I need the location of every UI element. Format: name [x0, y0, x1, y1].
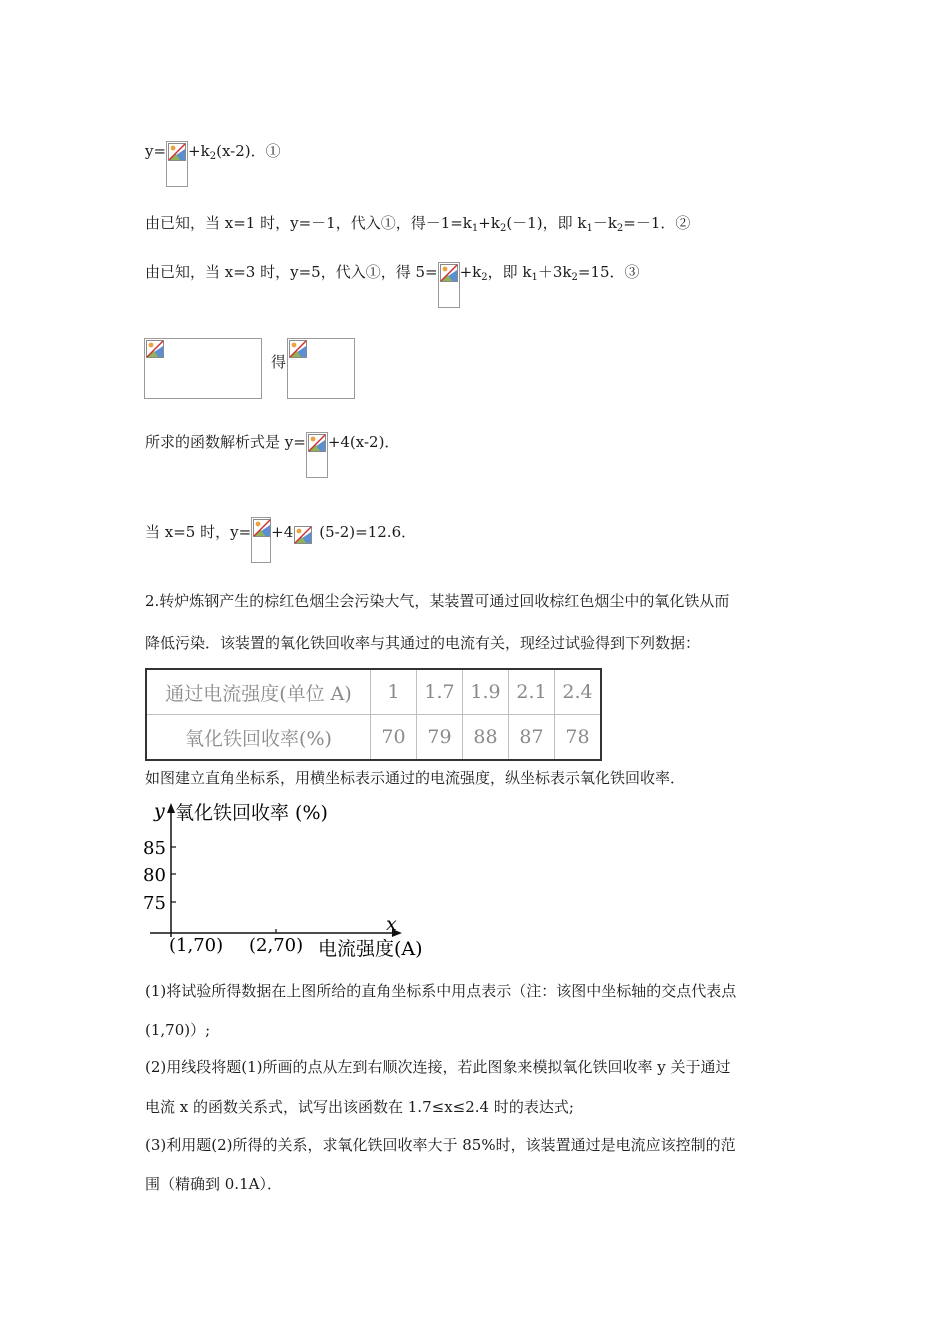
question-1-line-a: (1)将试验所得数据在上图所给的直角坐标系中用点表示（注：该图中坐标轴的交点代表点 [145, 982, 737, 1000]
x-axis-letter: x [386, 913, 397, 935]
data-table [145, 668, 602, 761]
text-segment: (5-2)=12.6． [319, 523, 417, 541]
table-cell: 1.9 [463, 669, 509, 715]
text-segment: =15．③ [577, 263, 640, 281]
broken-image-icon [438, 262, 460, 308]
broken-image-icon [144, 338, 262, 399]
text-segment: ，即 k [487, 263, 532, 281]
table-cell: 1 [371, 669, 417, 715]
subscript: 1 [531, 272, 538, 283]
y-tick-label: 85 [143, 838, 166, 859]
solution-line-5 [145, 432, 399, 478]
table-cell: 88 [463, 715, 509, 761]
text-segment: ＋3k [537, 263, 572, 281]
y-tick-label: 75 [143, 893, 166, 914]
y-axis-letter: y [154, 800, 165, 822]
broken-image-icon [287, 338, 355, 399]
text-segment: 所求的函数解析式是 y= [145, 433, 306, 451]
table-cell: 2.4 [555, 669, 602, 715]
problem-intro-1: 2.转炉炼钢产生的棕红色烟尘会污染大气，某装置可通过回收棕红色烟尘中的氧化铁从而 [145, 592, 730, 610]
subscript: 2 [616, 223, 624, 234]
text-segment: +k [188, 142, 210, 160]
text-segment: (x-2)．① [216, 142, 281, 160]
table-cell: 70 [371, 715, 417, 761]
broken-image-icon [166, 141, 188, 187]
subscript: 2 [499, 223, 507, 234]
solution-line-6 [145, 517, 416, 563]
problem-intro-2: 降低污染．该装置的氧化铁回收率与其通过的电流有关，现经过试验得到下列数据： [145, 634, 701, 652]
text-segment: y= [145, 142, 167, 160]
subscript: 2 [571, 272, 578, 283]
broken-image-icon [251, 517, 271, 563]
table-cell: 78 [555, 715, 602, 761]
solution-line-2 [145, 213, 690, 239]
solution-line-1 [145, 141, 281, 187]
text-segment: 当 x=5 时，y= [145, 523, 252, 541]
text-segment: +4 [271, 523, 294, 541]
text-segment: +k [459, 263, 482, 281]
x-point-label: (1,70) [169, 935, 224, 956]
text-segment: (－1)，即 k [506, 214, 587, 232]
text-segment: 由已知，当 x=1 时，y=－1，代入①，得－1=k [145, 214, 472, 232]
question-1-line-b: (1,70)）; [145, 1021, 211, 1039]
y-tick-label: 80 [143, 865, 166, 886]
text-segment: －k [592, 214, 617, 232]
solution-line-3 [145, 262, 640, 308]
text-segment: 由已知，当 x=3 时，y=5，代入①，得 5= [145, 263, 438, 281]
table-cell: 79 [417, 715, 463, 761]
subscript: 1 [586, 223, 593, 234]
table-cell: 1.7 [417, 669, 463, 715]
subscript: 2 [209, 151, 217, 162]
text-segment: =－1．② [623, 214, 691, 232]
row-header: 氧化铁回收率(%) [146, 715, 371, 761]
row-header: 通过电流强度(单位 A) [146, 669, 371, 715]
table-cell: 2.1 [509, 669, 555, 715]
x-point-label: (2,70) [249, 935, 304, 956]
text-de: 得 [271, 353, 287, 371]
question-2-line-b: 电流 x 的函数关系式，试写出该函数在 1.7≤x≤2.4 时的表达式; [145, 1098, 574, 1116]
table-row [146, 669, 601, 715]
y-axis-title: 氧化铁回收率 (%) [175, 802, 328, 824]
after-table-text: 如图建立直角坐标系，用横坐标表示通过的电流强度，纵坐标表示氧化铁回收率． [145, 769, 686, 787]
question-2-line-a: (2)用线段将题(1)所画的点从左到右顺次连接，若此图象来模拟氧化铁回收率 y 关于通过 [145, 1058, 731, 1076]
x-axis-title: 电流强度(A) [318, 938, 423, 960]
y-axis-arrow-icon [167, 803, 175, 813]
subscript: 2 [481, 272, 488, 283]
broken-image-icon [306, 432, 328, 478]
text-segment: +k [478, 214, 500, 232]
question-3-line-a: (3)利用题(2)所得的关系，求氧化铁回收率大于 85%时，该装置通过是电流应该控制的范 [145, 1136, 736, 1154]
broken-image-icon [293, 525, 313, 545]
coordinate-graph [140, 795, 460, 965]
text-segment: +4(x-2)． [327, 433, 400, 451]
table-cell: 87 [509, 715, 555, 761]
question-3-line-b: 围（精确到 0.1A）． [145, 1175, 282, 1193]
subscript: 1 [471, 223, 479, 234]
table-row [146, 715, 601, 761]
